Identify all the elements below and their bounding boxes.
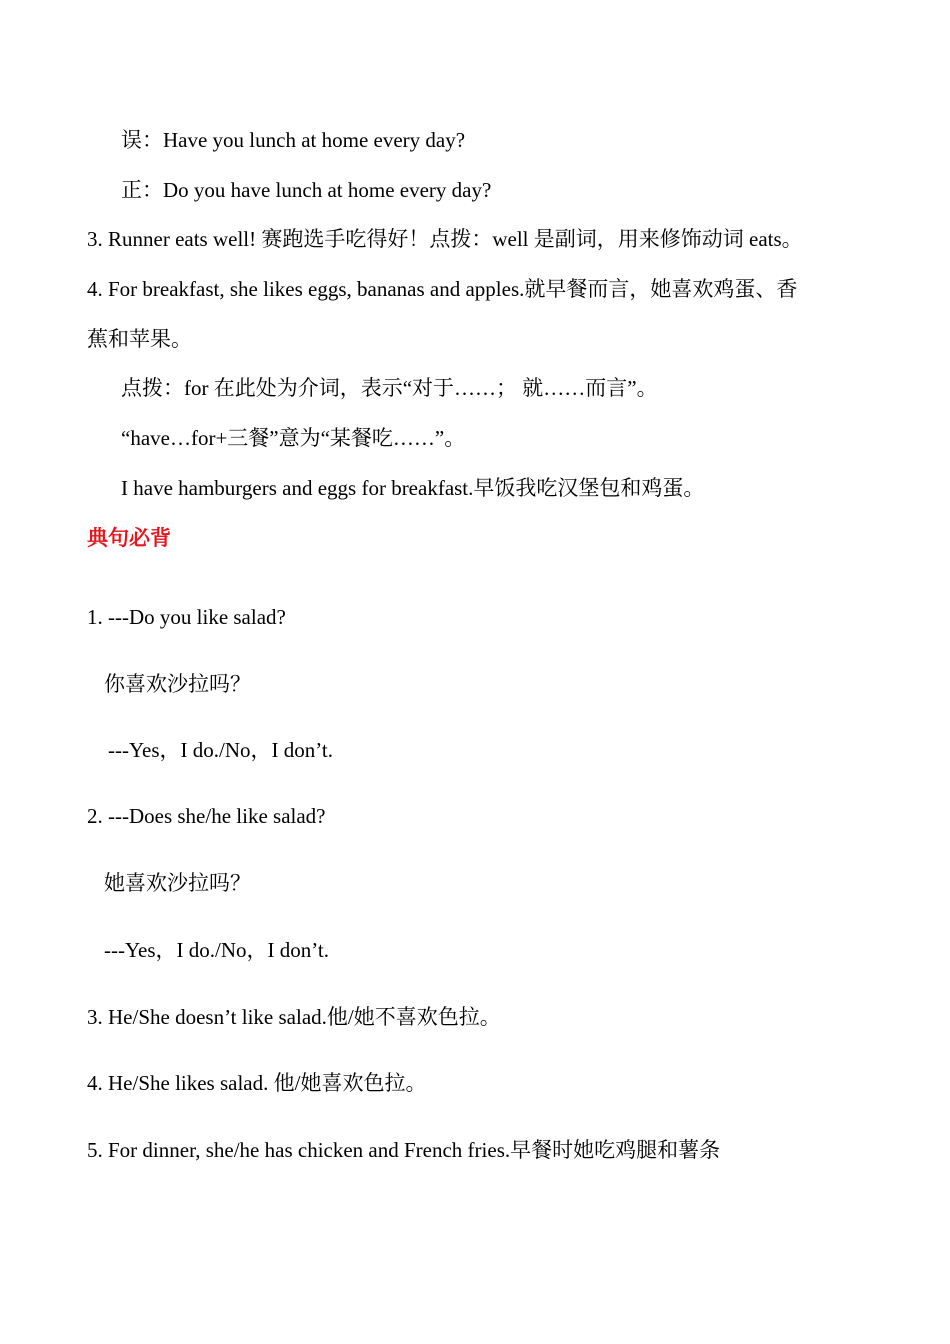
sentence-5: 5. For dinner, she/he has chicken and French fries.早餐时她吃鸡腿和薯条 bbox=[87, 1138, 721, 1162]
point-3-line: 3. Runner eats well! 赛跑选手吃得好！点拨：well 是副词，用来修饰动词 eats。 bbox=[87, 227, 803, 251]
sentence-2-translation: 她喜欢沙拉吗？ bbox=[104, 871, 251, 895]
point-4-line: 4. For breakfast, she likes eggs, bananas and apples.就早餐而言，她喜欢鸡蛋、香 bbox=[87, 277, 798, 301]
sentence-2-question: 2. ---Does she/he like salad? bbox=[87, 804, 326, 828]
sentence-1-translation: 你喜欢沙拉吗？ bbox=[104, 672, 251, 696]
sentence-3: 3. He/She doesn’t like salad.他/她不喜欢色拉。 bbox=[87, 1005, 501, 1029]
sentence-2-answer: ---Yes，I do./No，I don’t. bbox=[104, 938, 329, 962]
sentence-1-question: 1. ---Do you like salad? bbox=[87, 605, 286, 629]
for-note-line: 点拨：for 在此处为介词，表示“对于……； 就……而言”。 bbox=[121, 376, 658, 400]
sentence-4: 4. He/She likes salad. 他/她喜欢色拉。 bbox=[87, 1071, 427, 1095]
section-heading: 典句必背 bbox=[87, 526, 171, 550]
have-for-meal-line: “have…for+三餐”意为“某餐吃……”。 bbox=[121, 426, 466, 450]
point-4-continuation: 蕉和苹果。 bbox=[87, 327, 192, 351]
breakfast-example-line: I have hamburgers and eggs for breakfast.早饭我吃汉堡包和鸡蛋。 bbox=[121, 476, 705, 500]
wrong-example-line: 误：Have you lunch at home every day? bbox=[121, 128, 466, 152]
correct-example-line: 正：Do you have lunch at home every day? bbox=[121, 178, 492, 202]
sentence-1-answer: ---Yes，I do./No，I don’t. bbox=[108, 738, 333, 762]
